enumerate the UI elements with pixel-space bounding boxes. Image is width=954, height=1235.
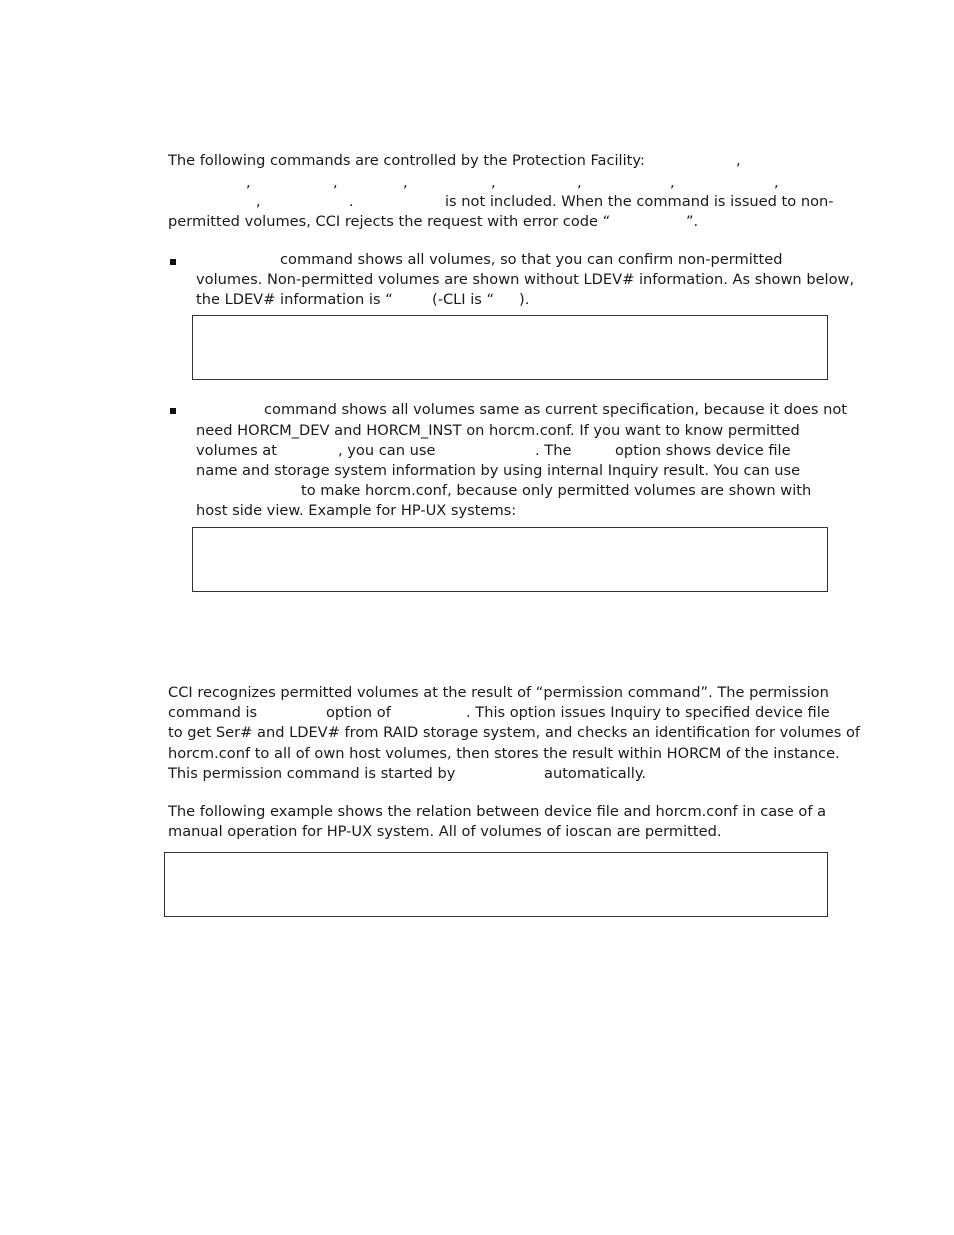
text-line: is not included. When the command is issued to non-: [445, 193, 834, 210]
text-line: manual operation for HP-UX system. All of volumes of ioscan are permitted.: [168, 823, 722, 840]
text-line: name and storage system information by using internal Inquiry result. You can use: [196, 462, 801, 479]
text-line: The following example shows the relation between device file and horcm.conf in case of a: [168, 803, 827, 820]
text-line: to make horcm.conf, because only permitted volumes are shown with: [301, 482, 812, 499]
text-fragment: . The: [535, 442, 572, 459]
text-fragment: ,: [491, 174, 496, 191]
text-fragment: ,: [256, 193, 261, 210]
text-fragment: option of: [326, 704, 391, 721]
text-fragment: .: [349, 193, 354, 210]
text-line: horcm.conf to all of own host volumes, then stores the result within HORCM of the instance.: [168, 745, 840, 762]
text-line: command shows all volumes, so that you can confirm non-permitted: [280, 251, 783, 268]
bullet-icon: [170, 408, 176, 414]
text-line: The following commands are controlled by the Protection Facility:: [168, 152, 645, 169]
text-line: command shows all volumes same as current specification, because it does not: [264, 401, 848, 418]
text-fragment: ,: [246, 174, 251, 191]
text-fragment: command is: [168, 704, 258, 721]
text-line: need HORCM_DEV and HORCM_INST on horcm.conf. If you want to know permitted: [196, 422, 800, 439]
text-fragment: ,: [333, 174, 338, 191]
text-fragment: (-CLI is “: [432, 291, 495, 308]
text-fragment: ”.: [686, 213, 699, 230]
text-line: CCI recognizes permitted volumes at the result of “permission command”. The permission: [168, 684, 829, 701]
text-fragment: ,: [736, 152, 741, 169]
text-line: host side view. Example for HP-UX systems:: [196, 502, 517, 519]
text-fragment: . This option issues Inquiry to specified device file: [466, 704, 830, 721]
text-fragment: , you can use: [338, 442, 436, 459]
text-fragment: ,: [577, 174, 582, 191]
text-line: the LDEV# information is “: [196, 291, 393, 308]
code-example-box: [192, 527, 828, 592]
text-fragment: automatically.: [544, 765, 647, 782]
code-example-box: [164, 852, 828, 917]
bullet-icon: [170, 259, 176, 265]
text-fragment: ,: [774, 174, 779, 191]
text-line: permitted volumes, CCI rejects the request with error code “: [168, 213, 611, 230]
text-fragment: ,: [670, 174, 675, 191]
code-example-box: [192, 315, 828, 380]
text-line: to get Ser# and LDEV# from RAID storage system, and checks an identification for volumes of: [168, 724, 861, 741]
text-fragment: ,: [403, 174, 408, 191]
text-line: volumes. Non-permitted volumes are shown without LDEV# information. As shown below,: [196, 271, 855, 288]
text-fragment: option shows device file: [615, 442, 791, 459]
text-fragment: ).: [519, 291, 530, 308]
text-fragment: volumes at: [196, 442, 277, 459]
text-fragment: This permission command is started by: [168, 765, 456, 782]
